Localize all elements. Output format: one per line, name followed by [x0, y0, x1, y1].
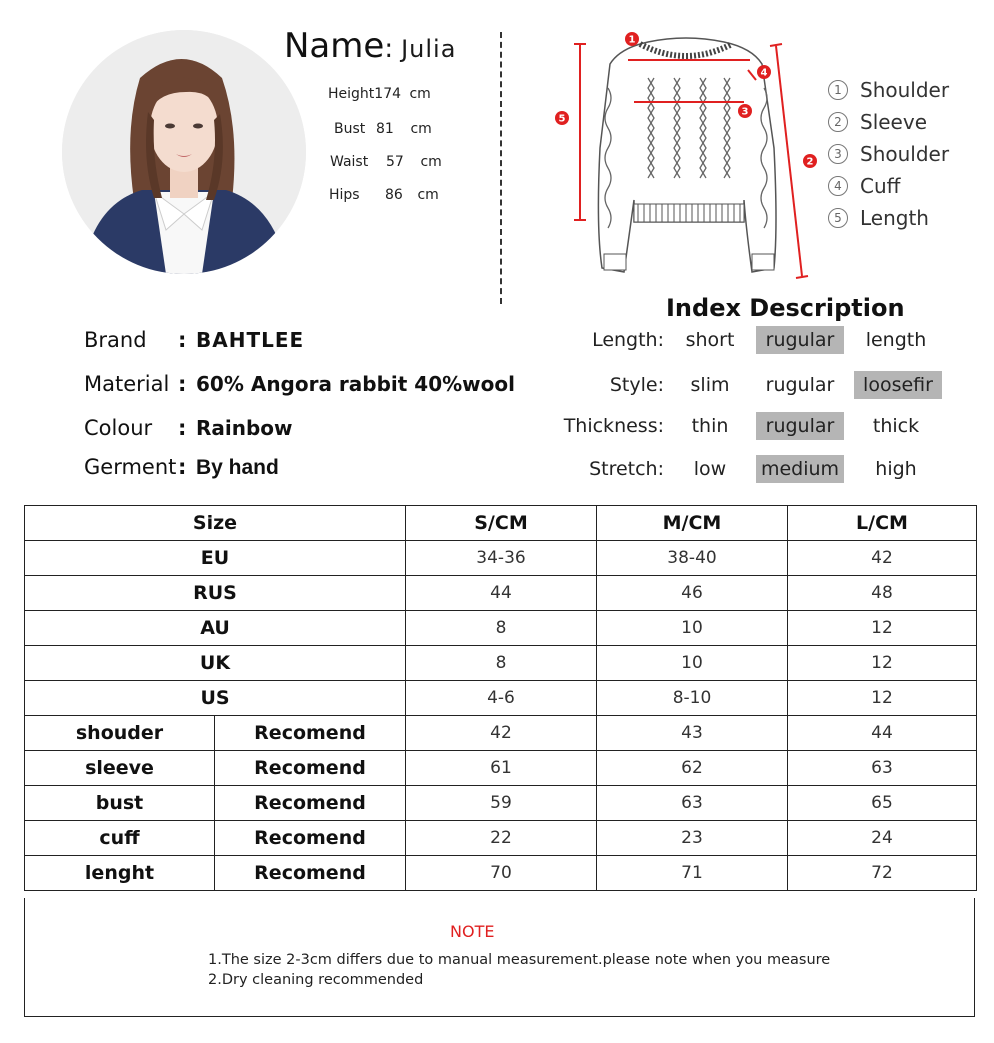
measurement-value: 57	[386, 154, 404, 170]
row-label: EU	[25, 541, 406, 576]
sweater-diagram	[548, 28, 820, 288]
marker-2: 2	[806, 156, 814, 168]
size-chart-table	[24, 505, 977, 891]
info-colon: :	[178, 328, 187, 352]
info-colon: :	[178, 455, 187, 479]
measurement-label: Waist	[330, 154, 369, 170]
table-cell: 62	[597, 751, 788, 786]
table-cell: 10	[597, 611, 788, 646]
measurement-label: Hips	[329, 187, 360, 203]
measurement-value: 174	[374, 86, 402, 102]
row-sub-label: Recomend	[215, 786, 406, 821]
legend-item	[828, 138, 949, 170]
legend-number: 1	[828, 80, 848, 100]
table-cell: 63	[788, 751, 977, 786]
info-key: Brand	[84, 328, 147, 352]
legend-item	[828, 170, 949, 202]
index-row-length	[540, 326, 960, 354]
table-row	[25, 821, 977, 856]
info-material	[84, 372, 515, 396]
note-line: 2.Dry cleaning recommended	[208, 972, 424, 988]
dashed-divider	[500, 32, 502, 304]
table-cell: 8	[406, 646, 597, 681]
measurement-value: 86	[385, 187, 403, 203]
legend-label: Sleeve	[860, 110, 928, 134]
measurement-value: 81	[376, 121, 394, 137]
info-key: Material	[84, 372, 170, 396]
row-label: lenght	[25, 856, 215, 891]
table-row	[25, 646, 977, 681]
info-value: By hand	[196, 456, 279, 479]
measurement-waist	[330, 154, 442, 170]
row-label: sleeve	[25, 751, 215, 786]
index-row-label: Stretch:	[589, 458, 664, 480]
index-option: low	[693, 458, 727, 480]
name-colon: :	[384, 34, 394, 64]
row-label: bust	[25, 786, 215, 821]
name-label: Name	[284, 26, 385, 66]
marker-3: 3	[741, 106, 749, 118]
legend-number: 5	[828, 208, 848, 228]
table-cell: 44	[788, 716, 977, 751]
table-row	[25, 576, 977, 611]
table-cell: 23	[597, 821, 788, 856]
marker-1: 1	[628, 34, 636, 46]
table-cell: 10	[597, 646, 788, 681]
marker-4: 4	[760, 67, 768, 79]
index-option: high	[875, 458, 917, 480]
index-row-label: Length:	[592, 329, 664, 351]
table-cell: 8	[406, 611, 597, 646]
index-option-selected: rugular	[756, 326, 844, 354]
table-cell: 12	[788, 611, 977, 646]
index-option: short	[685, 329, 735, 351]
table-cell: 63	[597, 786, 788, 821]
index-option: thick	[872, 415, 920, 437]
index-option-selected: medium	[756, 455, 844, 483]
legend-item	[828, 202, 949, 234]
measurement-label: Bust	[334, 121, 366, 137]
info-colon: :	[178, 416, 187, 440]
table-cell: 59	[406, 786, 597, 821]
table-row	[25, 856, 977, 891]
table-row	[25, 786, 977, 821]
table-cell: 44	[406, 576, 597, 611]
row-label: UK	[25, 646, 406, 681]
model-name-row	[284, 26, 456, 66]
index-row-label: Style:	[609, 374, 664, 396]
legend-label: Cuff	[860, 174, 901, 198]
measurement-unit: cm	[417, 187, 439, 203]
index-option: length	[865, 329, 927, 351]
model-photo	[62, 30, 306, 274]
table-cell: 38-40	[597, 541, 788, 576]
table-row	[25, 541, 977, 576]
table-cell: 61	[406, 751, 597, 786]
index-option: rugular	[765, 374, 835, 396]
legend-number: 3	[828, 144, 848, 164]
table-cell: 43	[597, 716, 788, 751]
table-cell: 70	[406, 856, 597, 891]
measurement-label: Height	[328, 86, 375, 102]
table-cell: 72	[788, 856, 977, 891]
measurement-bust	[334, 121, 432, 137]
measurement-unit: cm	[420, 154, 442, 170]
note-title: NOTE	[450, 922, 495, 941]
table-cell: 65	[788, 786, 977, 821]
table-row	[25, 716, 977, 751]
table-row	[25, 751, 977, 786]
table-row	[25, 611, 977, 646]
info-colon: :	[178, 372, 187, 396]
header-cell: L/CM	[788, 506, 977, 541]
header-cell: S/CM	[406, 506, 597, 541]
index-row-style	[540, 371, 960, 399]
legend-label: Shoulder	[860, 142, 950, 166]
index-row-stretch	[540, 455, 960, 483]
note-line: 1.The size 2-3cm differs due to manual measurement.please note when you measure	[208, 952, 831, 968]
table-cell: 12	[788, 646, 977, 681]
table-cell: 46	[597, 576, 788, 611]
table-cell: 48	[788, 576, 977, 611]
table-cell: 42	[788, 541, 977, 576]
info-key: Colour	[84, 416, 153, 440]
header-cell: Size	[25, 506, 406, 541]
model-portrait-image	[62, 30, 306, 274]
info-brand	[84, 328, 304, 352]
legend-label: Length	[860, 206, 929, 230]
row-label: shouder	[25, 716, 215, 751]
measurement-unit: cm	[409, 86, 431, 102]
info-key: Germent	[84, 455, 177, 479]
info-value: 60% Angora rabbit 40%wool	[196, 372, 515, 396]
measurement-legend	[828, 74, 949, 234]
measurement-height	[328, 86, 431, 102]
info-value: BAHTLEE	[196, 328, 305, 352]
table-cell: 71	[597, 856, 788, 891]
row-sub-label: Recomend	[215, 716, 406, 751]
table-cell: 8-10	[597, 681, 788, 716]
row-sub-label: Recomend	[215, 751, 406, 786]
index-option: thin	[691, 415, 729, 437]
index-option-selected: loosefir	[854, 371, 942, 399]
row-sub-label: Recomend	[215, 821, 406, 856]
table-header-row	[25, 506, 977, 541]
index-option: slim	[690, 374, 730, 396]
info-germent	[84, 455, 279, 480]
row-label: AU	[25, 611, 406, 646]
legend-number: 2	[828, 112, 848, 132]
measurement-unit: cm	[410, 121, 432, 137]
header-cell: M/CM	[597, 506, 788, 541]
marker-5: 5	[558, 113, 566, 125]
legend-number: 4	[828, 176, 848, 196]
table-cell: 12	[788, 681, 977, 716]
row-label: cuff	[25, 821, 215, 856]
row-sub-label: Recomend	[215, 856, 406, 891]
row-label: RUS	[25, 576, 406, 611]
legend-item	[828, 74, 949, 106]
table-cell: 4-6	[406, 681, 597, 716]
legend-label: Shoulder	[860, 78, 950, 102]
table-cell: 24	[788, 821, 977, 856]
table-cell: 34-36	[406, 541, 597, 576]
index-option-selected: rugular	[756, 412, 844, 440]
legend-item	[828, 106, 949, 138]
info-colour	[84, 416, 293, 440]
measurement-hips	[329, 187, 439, 203]
info-value: Rainbow	[196, 416, 293, 440]
row-label: US	[25, 681, 406, 716]
table-cell: 42	[406, 716, 597, 751]
name-value: Julia	[401, 35, 457, 63]
index-description-title: Index Description	[666, 294, 905, 322]
index-row-label: Thickness:	[563, 415, 664, 437]
index-row-thickness	[540, 412, 960, 440]
table-row	[25, 681, 977, 716]
table-cell: 22	[406, 821, 597, 856]
